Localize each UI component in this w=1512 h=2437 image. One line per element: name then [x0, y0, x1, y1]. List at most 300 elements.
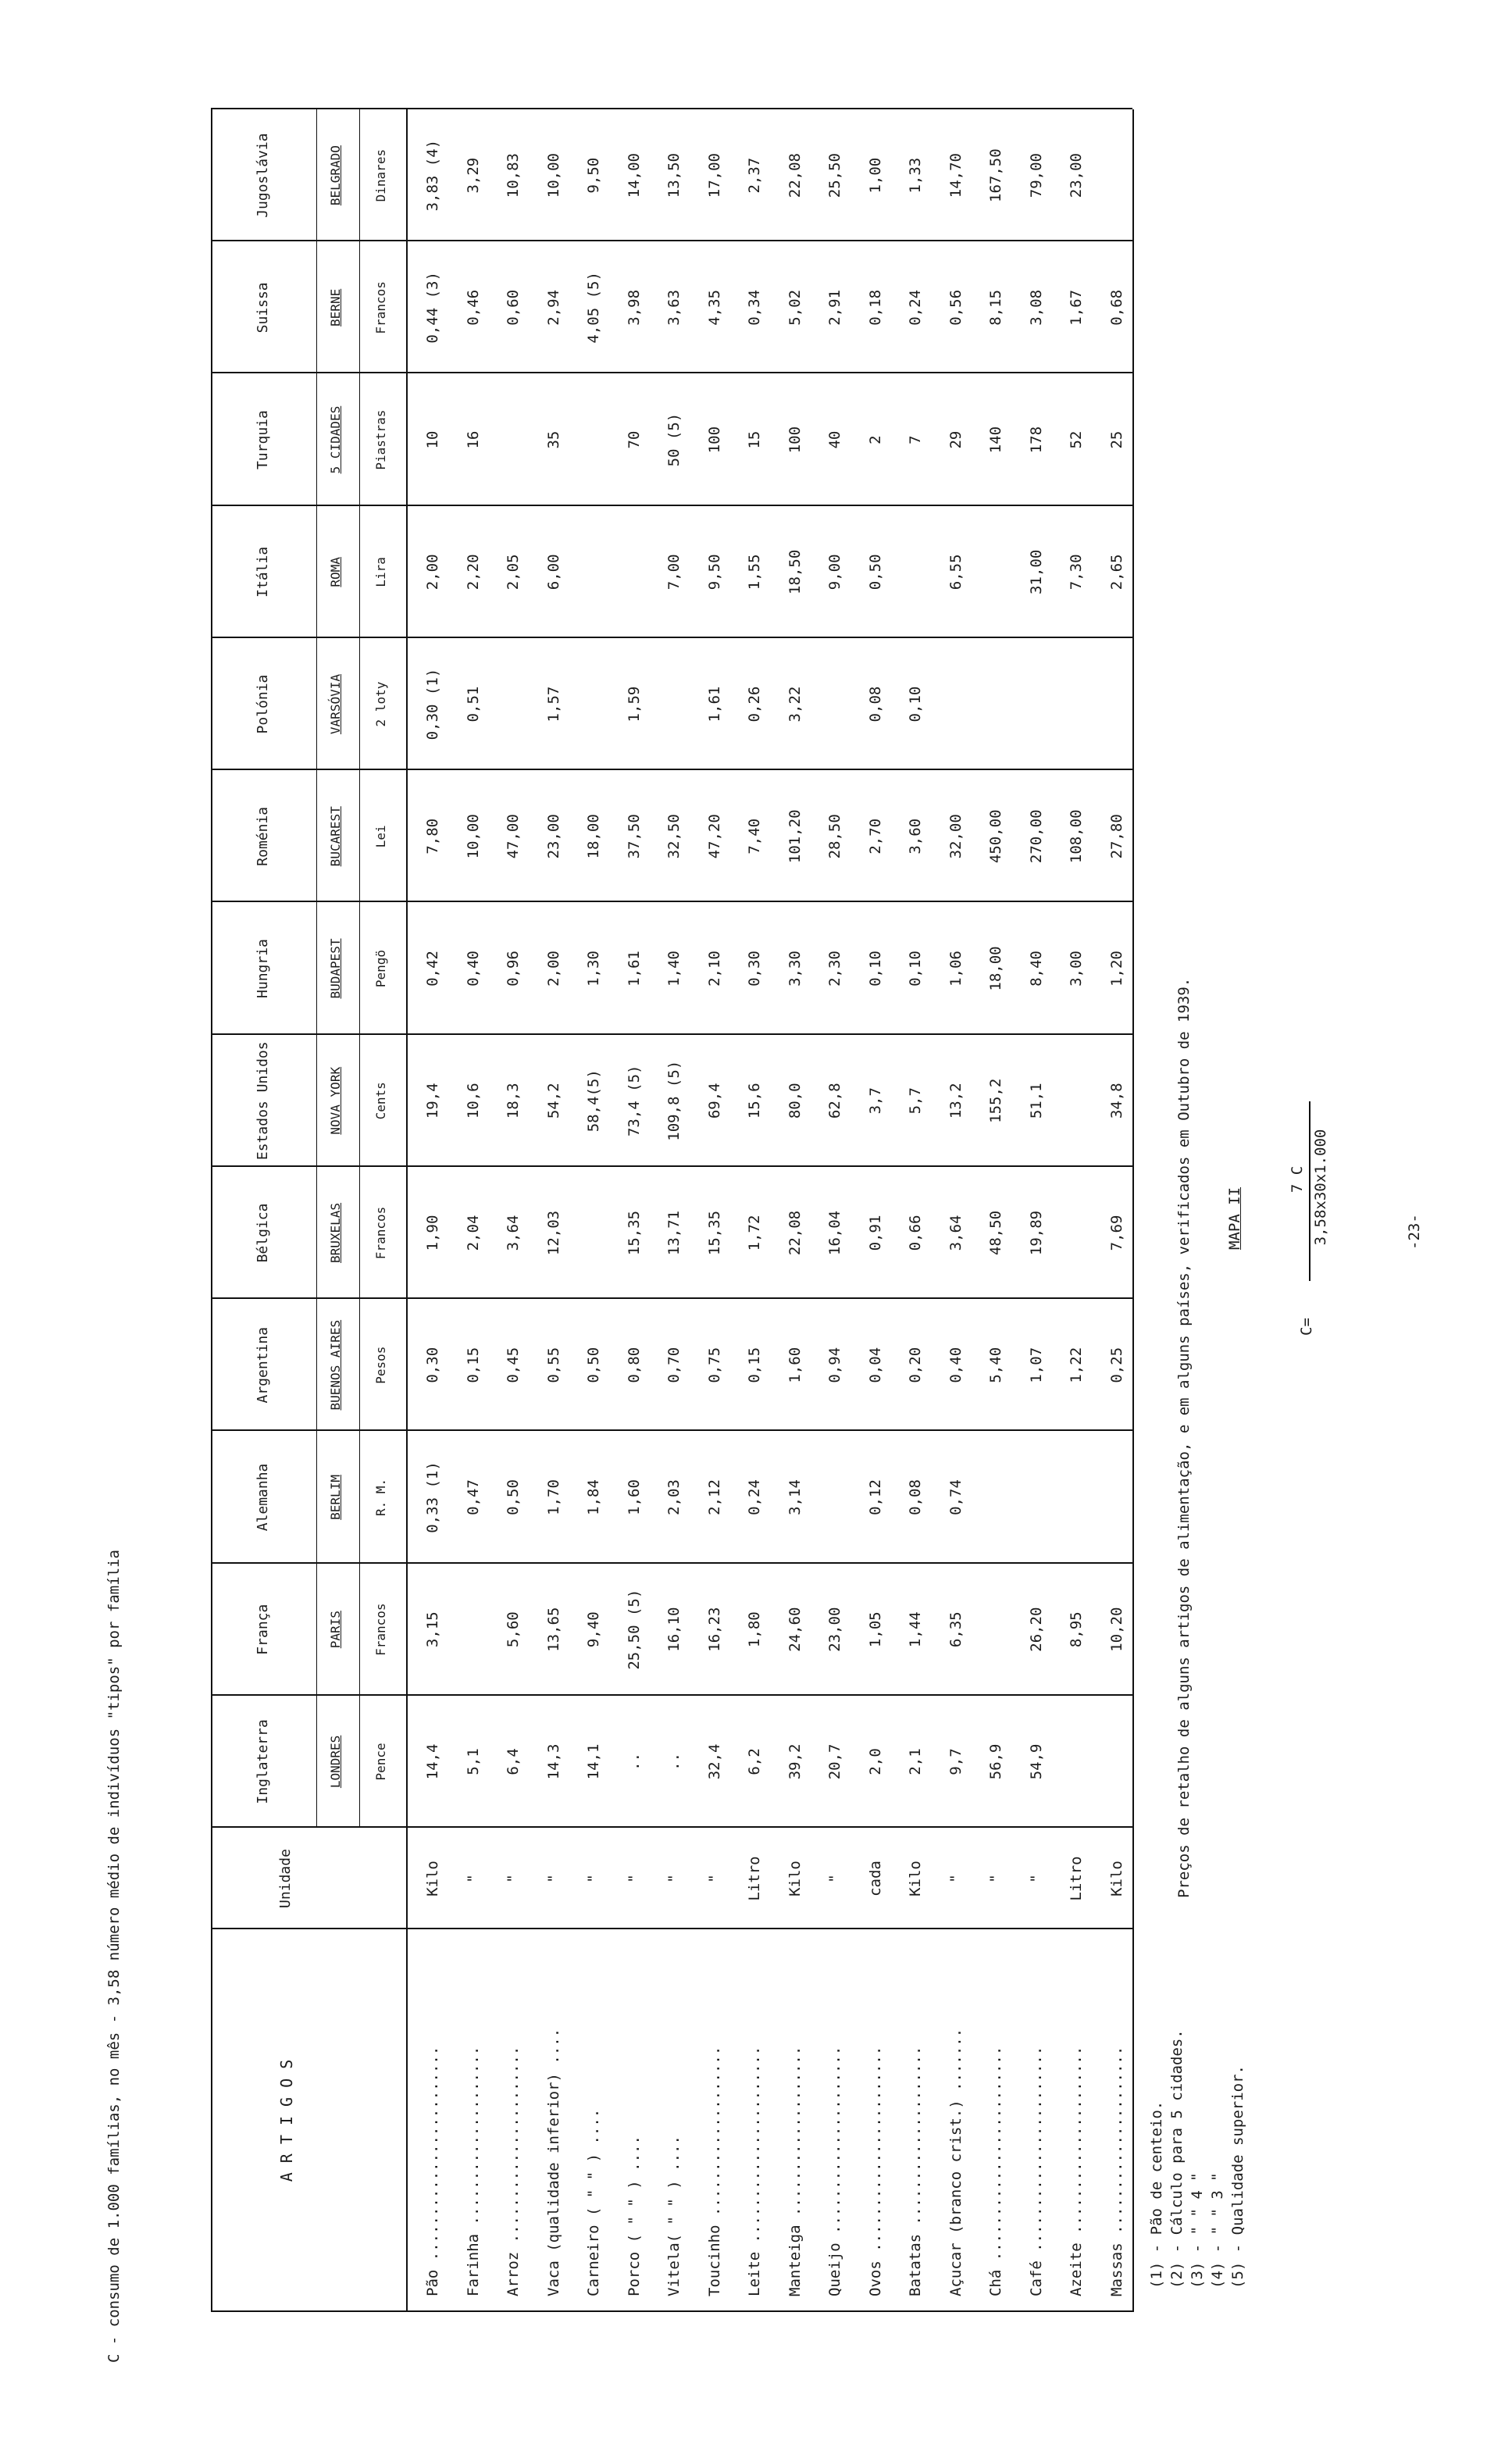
price-cell: 270,00 — [1027, 809, 1045, 864]
article-name: Queijo ..................... — [826, 2046, 843, 2296]
price-cell: 3,14 — [786, 1479, 804, 1515]
price-cell: 23,00 — [826, 1607, 843, 1652]
header-country: Itália — [255, 546, 271, 598]
price-cell: 28,50 — [826, 814, 843, 859]
price-cell: 27,80 — [1107, 814, 1125, 859]
header-country: Estados Unidos — [255, 1041, 271, 1161]
unit-cell: " — [505, 1874, 522, 1883]
header-country: Roménia — [255, 806, 271, 866]
header-city: BUENOS AIRES — [328, 1319, 343, 1411]
price-cell: 13,65 — [544, 1607, 562, 1652]
price-cell: 2,30 — [826, 951, 843, 987]
price-cell: 1,20 — [1107, 951, 1125, 987]
header-country: Hungria — [255, 939, 271, 998]
map-title: MAPA II — [1226, 1186, 1243, 1250]
price-cell: 15,35 — [625, 1210, 643, 1256]
header-currency: Lei — [373, 825, 388, 848]
header-currency: Pesos — [373, 1346, 388, 1384]
price-cell: 48,50 — [987, 1210, 1004, 1256]
price-cell: 22,08 — [786, 1210, 804, 1256]
price-cell: 7,30 — [1068, 554, 1085, 591]
price-cell: 3,15 — [424, 1611, 441, 1648]
price-cell: 1,80 — [746, 1611, 763, 1648]
price-cell: 2,00 — [424, 554, 441, 591]
price-cell: 1,84 — [585, 1479, 602, 1515]
price-cell: 1,22 — [1068, 1347, 1085, 1383]
unit-cell: Kilo — [907, 1861, 924, 1896]
header-currency: R. M. — [373, 1478, 388, 1517]
price-cell: 56,9 — [987, 1743, 1004, 1780]
price-cell: 1,44 — [907, 1611, 924, 1648]
price-cell: 32,4 — [705, 1743, 723, 1780]
price-cell: 6,55 — [947, 554, 965, 591]
price-cell: 3,63 — [665, 289, 683, 326]
header-city: LONDRES — [328, 1735, 343, 1789]
price-cell: 7,40 — [746, 818, 763, 855]
price-cell: 100 — [786, 426, 804, 454]
price-cell: 25,50 — [826, 153, 843, 198]
price-cell: 2,37 — [746, 157, 763, 194]
price-cell: 29 — [947, 430, 965, 449]
price-cell: 15 — [746, 430, 763, 449]
price-cell: 5,40 — [987, 1347, 1004, 1383]
price-cell: 3,22 — [786, 686, 804, 723]
price-cell: 0,30 (1) — [424, 668, 441, 740]
price-cell: 39,2 — [786, 1743, 804, 1780]
unit-cell: " — [665, 1874, 683, 1883]
header-city: BUDAPEST — [328, 938, 343, 999]
price-cell: 13,71 — [665, 1210, 683, 1256]
price-cell: 0,10 — [907, 951, 924, 987]
unit-cell: " — [826, 1874, 843, 1883]
price-cell: 4,35 — [705, 289, 723, 326]
price-cell: 23,00 — [1068, 153, 1085, 198]
price-cell: 54,2 — [544, 1083, 562, 1119]
price-cell: 6,35 — [947, 1611, 965, 1648]
price-cell: 19,89 — [1027, 1210, 1045, 1256]
table-caption: Preços de retalho de alguns artigos de alimentação, e em alguns países, verificados em Outubro de 1939. — [1175, 977, 1193, 1898]
price-cell: 7,00 — [665, 554, 683, 591]
header-city: BERNE — [328, 288, 343, 326]
price-cell: 0,40 — [947, 1347, 965, 1383]
article-name: Batatas .................... — [907, 2046, 924, 2296]
price-cell: 0,18 — [866, 289, 884, 326]
price-cell: 3,64 — [505, 1215, 522, 1251]
price-cell: 54,9 — [1027, 1743, 1045, 1780]
price-cell: 0,15 — [464, 1347, 482, 1383]
price-cell: 0,56 — [947, 289, 965, 326]
price-cell: 16,10 — [665, 1607, 683, 1652]
price-cell: 40 — [826, 430, 843, 449]
header-divider — [316, 109, 317, 1828]
price-cell: 0,80 — [625, 1347, 643, 1383]
price-cell: 0,74 — [947, 1479, 965, 1515]
formula-numerator: 7 C — [1289, 1165, 1306, 1194]
price-cell: 9,40 — [585, 1611, 602, 1648]
price-cell: 10,00 — [544, 153, 562, 198]
article-name: Café ....................... — [1027, 2046, 1045, 2296]
price-cell: 37,50 — [625, 814, 643, 859]
footnote: (1) - Pão de centeio. — [1148, 2100, 1165, 2289]
header-currency: Francos — [373, 1603, 388, 1656]
header-currency: Francos — [373, 1206, 388, 1260]
price-cell: 7 — [907, 435, 924, 444]
unit-cell: " — [705, 1874, 723, 1883]
price-cell: 47,00 — [505, 814, 522, 859]
header-currency: Francos — [373, 281, 388, 334]
article-name: Chá ........................ — [987, 2046, 1004, 2296]
page-number: -23- — [1406, 1214, 1423, 1250]
price-cell: 22,08 — [786, 153, 804, 198]
header-currency: Piastras — [373, 409, 388, 470]
price-cell: 2,0 — [866, 1748, 884, 1775]
formula-left: C= — [1298, 1318, 1315, 1336]
price-cell: 0,42 — [424, 951, 441, 987]
price-cell: 7,80 — [424, 818, 441, 855]
price-cell: 0,20 — [907, 1347, 924, 1383]
price-cell: 80,0 — [786, 1083, 804, 1119]
price-cell: 101,20 — [786, 809, 804, 864]
unit-cell: " — [1027, 1874, 1045, 1883]
price-cell: 0,40 — [464, 951, 482, 987]
price-cell: 10,20 — [1107, 1607, 1125, 1652]
price-cell: 3,98 — [625, 289, 643, 326]
price-cell: 0,75 — [705, 1347, 723, 1383]
header-currency: 2 loty — [373, 681, 388, 727]
price-cell: 0,66 — [907, 1215, 924, 1251]
header-city: VARSÓVIA — [328, 674, 343, 735]
price-cell: 8,40 — [1027, 951, 1045, 987]
price-cell: 3,08 — [1027, 289, 1045, 326]
price-cell: 0,08 — [866, 686, 884, 723]
header-currency: Lira — [373, 557, 388, 587]
unit-cell: cada — [866, 1861, 884, 1896]
price-cell: 1,72 — [746, 1215, 763, 1251]
price-cell: 1,59 — [625, 686, 643, 723]
unit-cell: Litro — [746, 1856, 763, 1901]
price-cell: 10,6 — [464, 1083, 482, 1119]
price-cell: 0,47 — [464, 1479, 482, 1515]
footnote: (5) - Qualidade superior. — [1229, 2065, 1246, 2289]
price-cell: 14,4 — [424, 1743, 441, 1780]
article-name: Porco ( " " ) .... — [625, 2135, 643, 2296]
price-cell: 1,70 — [544, 1479, 562, 1515]
price-cell: 2,65 — [1107, 554, 1125, 591]
price-cell: 23,00 — [544, 814, 562, 859]
price-cell: 2,03 — [665, 1479, 683, 1515]
price-cell: 16,04 — [826, 1210, 843, 1256]
price-cell: 140 — [987, 426, 1004, 454]
header-country: Argentina — [255, 1326, 271, 1404]
price-cell: 1,05 — [866, 1611, 884, 1648]
article-name: Leite ...................... — [746, 2046, 763, 2296]
price-cell: 2,94 — [544, 289, 562, 326]
price-cell: 34,8 — [1107, 1083, 1125, 1119]
price-cell: 2,70 — [866, 818, 884, 855]
unit-cell: Kilo — [786, 1861, 804, 1896]
price-cell: 14,70 — [947, 153, 965, 198]
price-cell: 0,91 — [866, 1215, 884, 1251]
price-cell: 10,83 — [505, 153, 522, 198]
price-cell: 35 — [544, 430, 562, 449]
header-country: França — [255, 1604, 271, 1655]
price-cell: 10,00 — [464, 814, 482, 859]
price-cell: 18,50 — [786, 549, 804, 594]
price-cell: 51,1 — [1027, 1083, 1045, 1119]
price-cell: 18,00 — [585, 814, 602, 859]
footnote: (2) - Cálculo para 5 cidades. — [1168, 2029, 1186, 2289]
price-cell: 79,00 — [1027, 153, 1045, 198]
article-name: Açucar (branco crist.) ....... — [947, 2028, 965, 2296]
header-divider — [359, 109, 360, 1828]
price-cell: 0,60 — [505, 289, 522, 326]
header-country: Suissa — [255, 282, 271, 334]
price-cell: 450,00 — [987, 809, 1004, 864]
article-name: Pão ........................ — [424, 2046, 441, 2296]
price-cell: 0,46 — [464, 289, 482, 326]
header-country: Inglaterra — [255, 1719, 271, 1804]
price-cell: 1,67 — [1068, 289, 1085, 326]
price-cell: 12,03 — [544, 1210, 562, 1256]
article-name: Massas ..................... — [1107, 2046, 1125, 2296]
price-cell: 32,50 — [665, 814, 683, 859]
unit-cell: " — [947, 1874, 965, 1883]
price-cell: 9,00 — [826, 554, 843, 591]
price-cell: 0,34 — [746, 289, 763, 326]
price-cell: 14,00 — [625, 153, 643, 198]
header-city: BERLIM — [328, 1475, 343, 1520]
price-cell: 24,60 — [786, 1607, 804, 1652]
price-cell: 9,50 — [705, 554, 723, 591]
price-cell: 3,30 — [786, 951, 804, 987]
price-cell: 3,29 — [464, 157, 482, 194]
price-cell: 5,02 — [786, 289, 804, 326]
header-city: BELGRADO — [328, 145, 343, 206]
header-currency: Dinares — [373, 148, 388, 202]
price-cell: 0,94 — [826, 1347, 843, 1383]
price-cell: 5,60 — [505, 1611, 522, 1648]
article-name: Farinha .................... — [464, 2046, 482, 2296]
header-city: BRUXELAS — [328, 1202, 343, 1263]
price-cell: 0,26 — [746, 686, 763, 723]
price-cell: 19,4 — [424, 1083, 441, 1119]
header-currency: Cents — [373, 1082, 388, 1120]
price-cell: 1,30 — [585, 951, 602, 987]
price-cell: 14,1 — [585, 1743, 602, 1780]
price-cell: 0,25 — [1107, 1347, 1125, 1383]
price-cell: 15,6 — [746, 1083, 763, 1119]
unit-cell: Kilo — [1107, 1861, 1125, 1896]
price-cell: 0,55 — [544, 1347, 562, 1383]
price-cell: 69,4 — [705, 1083, 723, 1119]
table-border-left — [211, 2310, 1132, 2312]
price-cell: 6,2 — [746, 1748, 763, 1775]
price-cell: 167,50 — [987, 148, 1004, 202]
footnote: (3) - " " 4 " — [1189, 2172, 1206, 2289]
price-cell: 18,3 — [505, 1083, 522, 1119]
article-name: Vitela( " " ) .... — [665, 2135, 683, 2296]
price-cell: 1,61 — [705, 686, 723, 723]
price-cell: 2 — [866, 435, 884, 444]
price-cell: 0,45 — [505, 1347, 522, 1383]
price-cell: 1,40 — [665, 951, 683, 987]
formula-denominator: 3,58x30x1.000 — [1312, 1129, 1329, 1246]
unit-cell: " — [625, 1874, 643, 1883]
price-cell: .. — [625, 1752, 643, 1771]
price-cell: 70 — [625, 430, 643, 449]
price-cell: 1,60 — [625, 1479, 643, 1515]
price-cell: 1,00 — [866, 157, 884, 194]
unit-cell: " — [464, 1874, 482, 1883]
price-cell: 0,68 — [1107, 289, 1125, 326]
price-cell: 1,60 — [786, 1347, 804, 1383]
price-cell: 1,61 — [625, 951, 643, 987]
price-cell: 17,00 — [705, 153, 723, 198]
unit-cell: Litro — [1068, 1856, 1085, 1901]
price-cell: 3,60 — [907, 818, 924, 855]
article-name: Manteiga ................... — [786, 2046, 804, 2296]
price-cell: 8,15 — [987, 289, 1004, 326]
price-cell: .. — [665, 1752, 683, 1771]
header-artigos: A R T I G O S — [277, 2059, 296, 2182]
price-cell: 31,00 — [1027, 549, 1045, 594]
price-cell: 2,10 — [705, 951, 723, 987]
header-city: 5 CIDADES — [328, 405, 343, 474]
header-currency: Pengö — [373, 949, 388, 988]
price-cell: 155,2 — [987, 1078, 1004, 1123]
price-cell: 1,57 — [544, 686, 562, 723]
price-cell: 0,50 — [866, 554, 884, 591]
price-cell: 5,7 — [907, 1087, 924, 1115]
price-cell: 0,08 — [907, 1479, 924, 1515]
price-cell: 3,64 — [947, 1215, 965, 1251]
price-cell: 25 — [1107, 430, 1125, 449]
header-city: NOVA YORK — [328, 1066, 343, 1135]
unit-cell: Kilo — [424, 1861, 441, 1896]
price-cell: 3,7 — [866, 1087, 884, 1115]
price-cell: 26,20 — [1027, 1607, 1045, 1652]
price-cell: 0,10 — [866, 951, 884, 987]
price-cell: 6,00 — [544, 554, 562, 591]
article-name: Ovos ....................... — [866, 2046, 884, 2296]
article-name: Azeite ..................... — [1068, 2046, 1085, 2296]
price-cell: 2,05 — [505, 554, 522, 591]
unit-cell: " — [987, 1874, 1004, 1883]
price-cell: 25,50 (5) — [625, 1589, 643, 1670]
header-country: Polónia — [255, 674, 271, 734]
price-cell: 5,1 — [464, 1748, 482, 1775]
price-cell: 14,3 — [544, 1743, 562, 1780]
price-cell: 50 (5) — [665, 412, 683, 467]
price-cell: 7,69 — [1107, 1215, 1125, 1251]
price-cell: 2,12 — [705, 1479, 723, 1515]
price-cell: 1,33 — [907, 157, 924, 194]
price-cell: 109,8 (5) — [665, 1060, 683, 1141]
price-cell: 0,33 (1) — [424, 1461, 441, 1533]
price-cell: 178 — [1027, 426, 1045, 454]
price-cell: 0,12 — [866, 1479, 884, 1515]
header-city: PARIS — [328, 1611, 343, 1649]
price-cell: 0,10 — [907, 686, 924, 723]
unit-cell: " — [585, 1874, 602, 1883]
header-city: BUCAREST — [328, 806, 343, 867]
price-cell: 32,00 — [947, 814, 965, 859]
header-country: Bélgica — [255, 1203, 271, 1263]
price-cell: 0,15 — [746, 1347, 763, 1383]
price-cell: 47,20 — [705, 814, 723, 859]
price-cell: 100 — [705, 426, 723, 454]
price-cell: 2,20 — [464, 554, 482, 591]
price-cell: 52 — [1068, 430, 1085, 449]
header-country: Turquia — [255, 410, 271, 470]
price-cell: 18,00 — [987, 946, 1004, 991]
header-currency: Pence — [373, 1743, 388, 1781]
article-name: Arroz ...................... — [505, 2046, 522, 2296]
footnote: (4) - " " 3 " — [1209, 2172, 1226, 2289]
header-bottom-line — [406, 109, 408, 2312]
consumption-note: C - consumo de 1.000 famílias, no mês - 3,58 número médio de indivíduos "tipos" por família — [105, 1550, 123, 2363]
price-cell: 0,30 — [746, 951, 763, 987]
price-cell: 0,50 — [505, 1479, 522, 1515]
price-cell: 62,8 — [826, 1083, 843, 1119]
price-cell: 1,07 — [1027, 1347, 1045, 1383]
header-country: Jugoslávia — [255, 133, 271, 218]
price-cell: 2,91 — [826, 289, 843, 326]
table-border-top — [211, 109, 212, 2312]
price-cell: 10 — [424, 430, 441, 449]
price-cell: 1,06 — [947, 951, 965, 987]
article-name: Toucinho ................... — [705, 2046, 723, 2296]
price-cell: 2,1 — [907, 1748, 924, 1775]
price-cell: 20,7 — [826, 1743, 843, 1780]
header-city: ROMA — [328, 557, 343, 587]
header-unidade: Unidade — [277, 1849, 294, 1908]
price-cell: 0,24 — [746, 1479, 763, 1515]
price-cell: 3,00 — [1068, 951, 1085, 987]
price-cell: 58,4(5) — [585, 1069, 602, 1133]
price-cell: 16 — [464, 430, 482, 449]
price-cell: 0,44 (3) — [424, 272, 441, 344]
price-cell: 0,96 — [505, 951, 522, 987]
price-cell: 0,50 — [585, 1347, 602, 1383]
price-cell: 108,00 — [1068, 809, 1085, 864]
header-country: Alemanha — [255, 1463, 271, 1532]
price-cell: 8,95 — [1068, 1611, 1085, 1648]
price-cell: 4,05 (5) — [585, 272, 602, 344]
price-cell: 0,04 — [866, 1347, 884, 1383]
article-name: Vaca (qualidade inferior) .... — [544, 2028, 562, 2296]
price-cell: 0,70 — [665, 1347, 683, 1383]
price-cell: 9,50 — [585, 157, 602, 194]
price-cell: 13,50 — [665, 153, 683, 198]
price-cell: 0,51 — [464, 686, 482, 723]
price-cell: 0,24 — [907, 289, 924, 326]
table-border-bottom — [1132, 109, 1134, 2312]
price-cell: 1,55 — [746, 554, 763, 591]
price-cell: 13,2 — [947, 1083, 965, 1119]
unit-cell: " — [544, 1874, 562, 1883]
price-cell: 73,4 (5) — [625, 1065, 643, 1137]
price-cell: 2,04 — [464, 1215, 482, 1251]
price-cell: 6,4 — [505, 1748, 522, 1775]
formula-bar — [1309, 1101, 1311, 1281]
price-cell: 2,00 — [544, 951, 562, 987]
price-cell: 9,7 — [947, 1748, 965, 1775]
price-cell: 3,83 (4) — [424, 139, 441, 212]
price-cell: 15,35 — [705, 1210, 723, 1256]
price-cell: 1,90 — [424, 1215, 441, 1251]
article-name: Carneiro ( " " ) .... — [585, 2108, 602, 2296]
